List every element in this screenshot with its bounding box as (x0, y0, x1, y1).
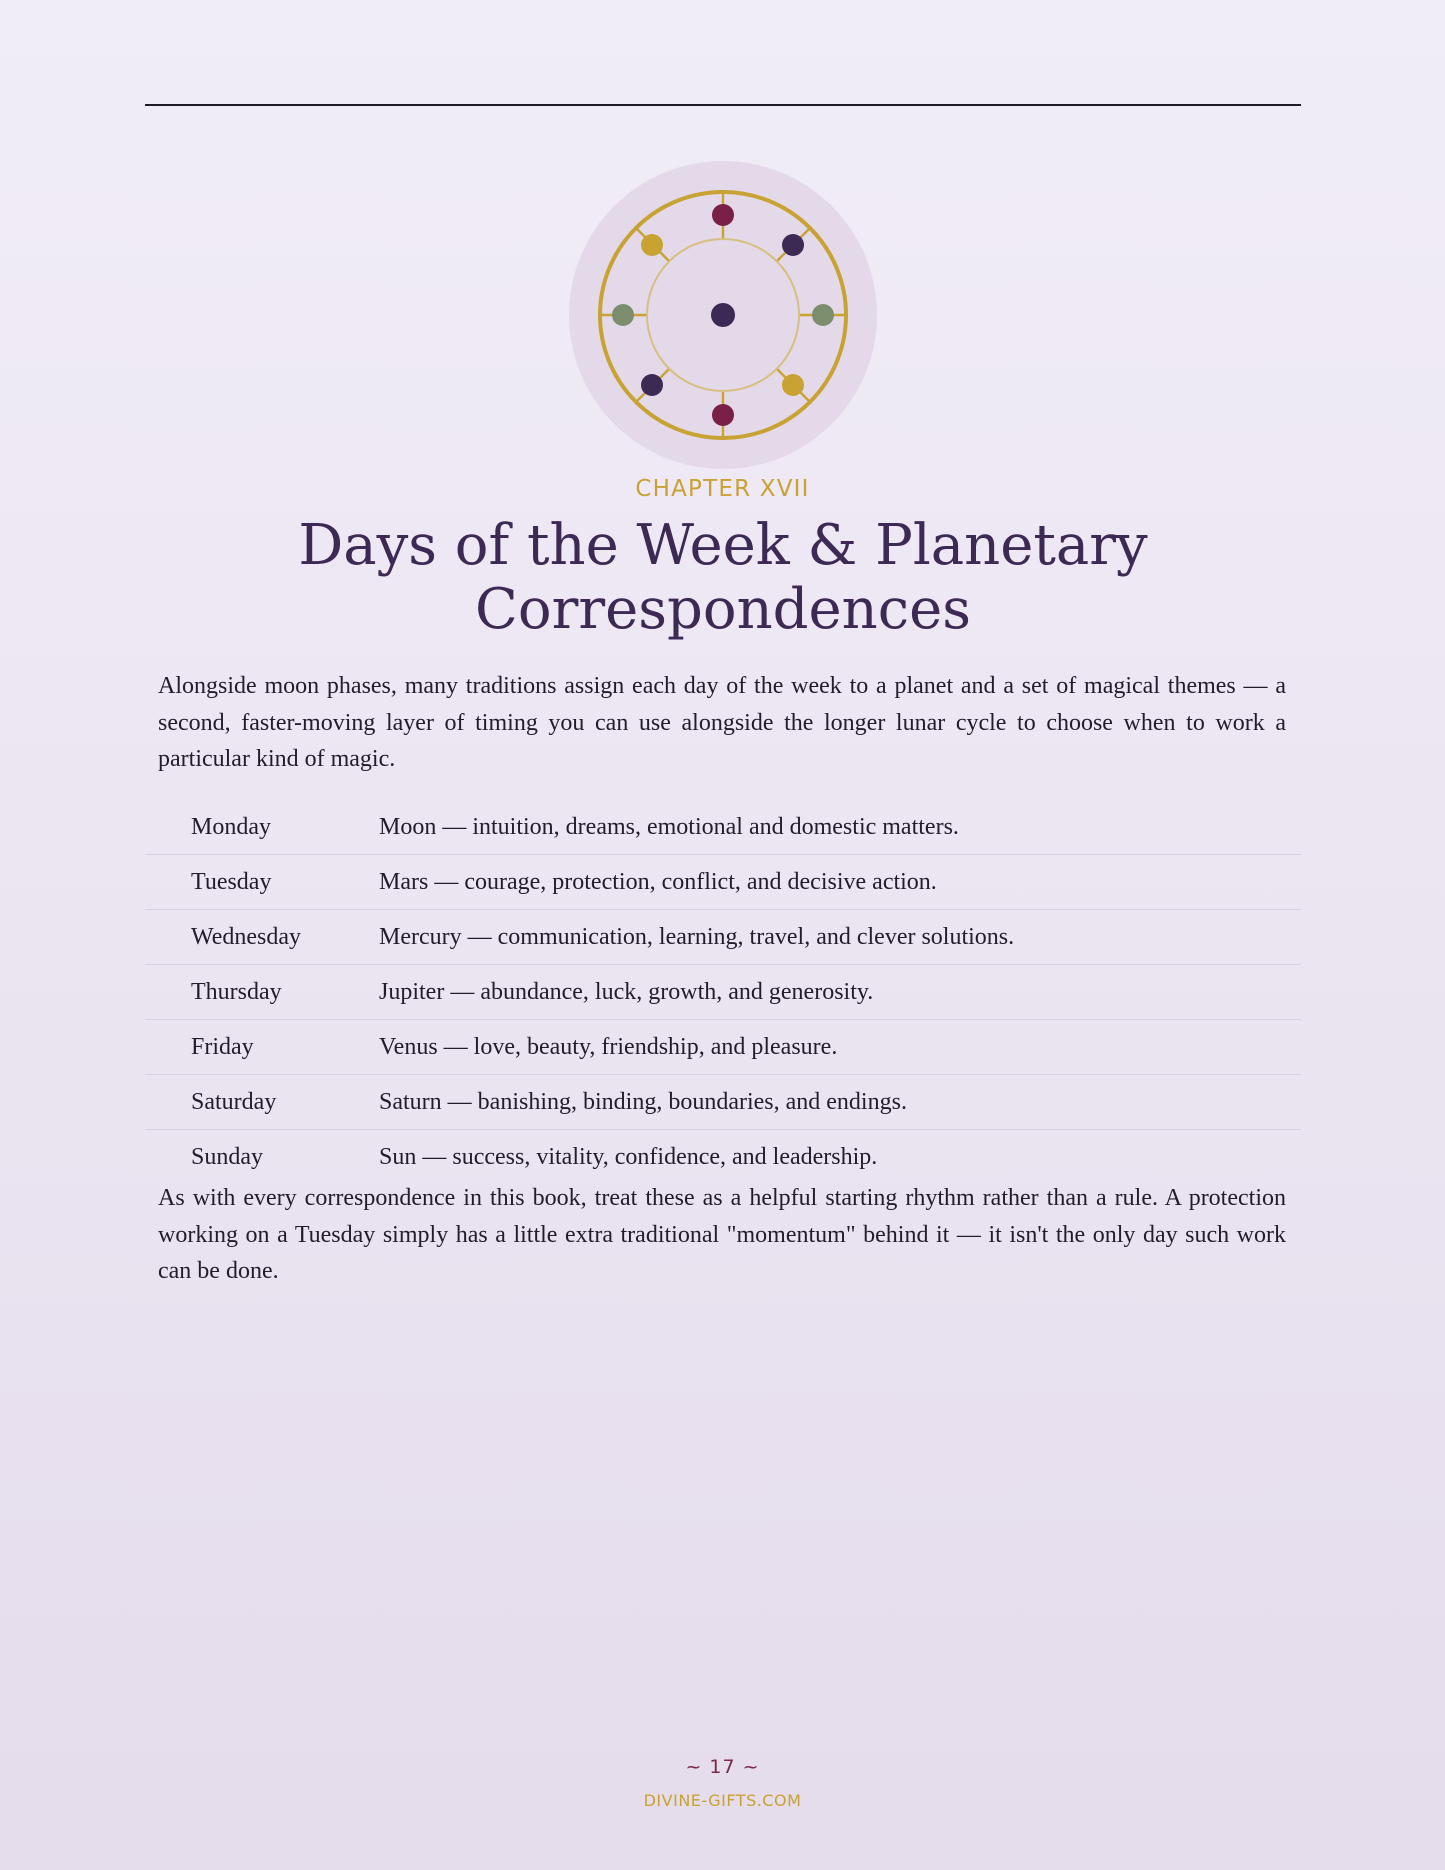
day-name: Wednesday (191, 923, 302, 950)
top-rule (145, 104, 1301, 106)
day-correspondence-list (145, 800, 1301, 1170)
planetary-wheel-icon (569, 161, 877, 469)
day-description: Mars — courage, protection, conflict, and decisive action. (379, 868, 937, 895)
day-description: Jupiter — abundance, luck, growth, and generosity. (379, 978, 874, 1005)
day-row-friday (145, 1020, 1301, 1075)
dot-nw (641, 234, 663, 256)
dot-se (782, 374, 804, 396)
day-description: Saturn — banishing, binding, boundaries, and endings. (379, 1088, 907, 1115)
page-number: ~ 17 ~ (685, 1756, 760, 1778)
chapter-label: CHAPTER XVII (635, 476, 810, 502)
day-name: Tuesday (191, 868, 272, 895)
day-row-sunday (145, 1130, 1301, 1184)
day-name: Sunday (191, 1143, 263, 1170)
day-row-tuesday (145, 855, 1301, 910)
day-description: Moon — intuition, dreams, emotional and domestic matters. (379, 813, 959, 840)
day-name: Thursday (191, 978, 282, 1005)
day-row-thursday (145, 965, 1301, 1020)
intro-paragraph: Alongside moon phases, many traditions assign each day of the week to a planet and a set of magical themes — a second, faster-moving layer of timing you can use alongside the longer lunar cycle to choose when to work a particular kind of magic. (158, 673, 1286, 772)
day-description: Venus — love, beauty, friendship, and pleasure. (379, 1033, 838, 1060)
dot-sw (641, 374, 663, 396)
day-row-monday (145, 800, 1301, 855)
day-row-wednesday (145, 910, 1301, 965)
dot-n (712, 204, 734, 226)
page-title: Days of the Week & Planetary Correspondences (298, 513, 1148, 642)
day-name: Friday (191, 1033, 254, 1060)
dot-w (612, 304, 634, 326)
day-row-saturday (145, 1075, 1301, 1130)
day-description: Sun — success, vitality, confidence, and leadership. (379, 1143, 878, 1170)
footer-site: DIVINE-GIFTS.COM (643, 1791, 802, 1810)
day-name: Monday (191, 813, 271, 840)
day-name: Saturday (191, 1088, 277, 1115)
center-dot (711, 303, 735, 327)
dot-e (812, 304, 834, 326)
day-description: Mercury — communication, learning, travel, and clever solutions. (379, 923, 1015, 950)
dot-ne (782, 234, 804, 256)
dot-s (712, 404, 734, 426)
closing-paragraph: As with every correspondence in this book, treat these as a helpful starting rhythm rather than a rule. A protection working on a Tuesday simply has a little extra traditional "momentum" behind it — it isn't the only day such work can be done. (158, 1185, 1286, 1284)
